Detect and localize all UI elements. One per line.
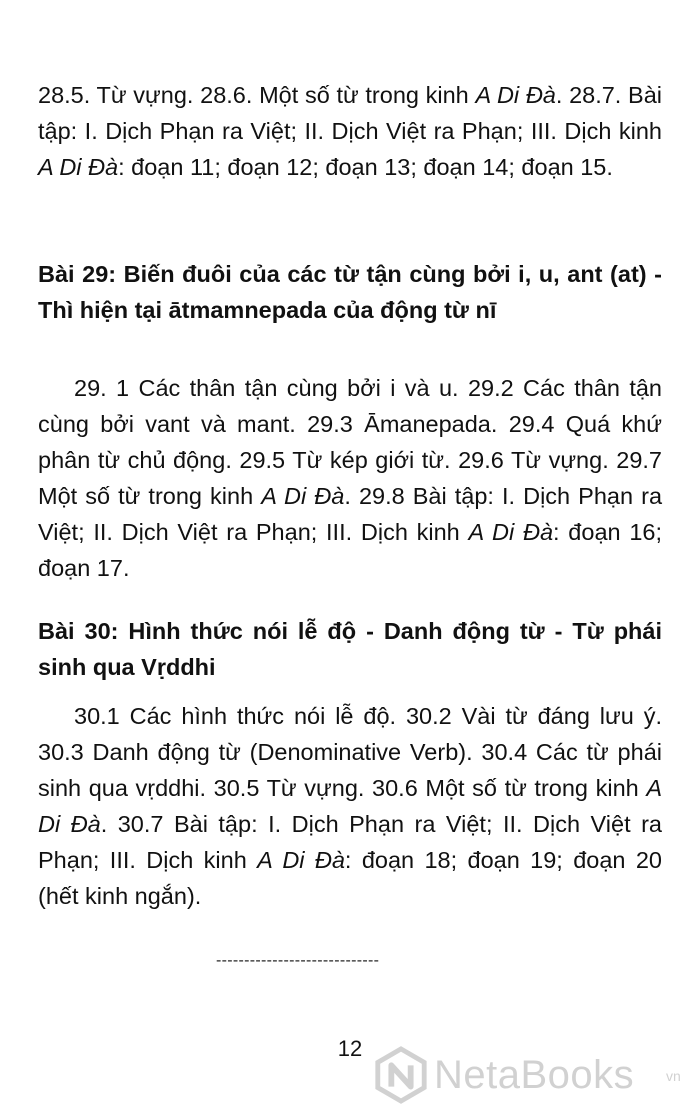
lesson-29-paragraph xyxy=(38,370,662,586)
text-run: : đoạn 16; đoạn 17. xyxy=(38,519,662,581)
section-separator: ----------------------------- xyxy=(216,952,380,969)
watermark-suffix: vn xyxy=(666,1068,681,1084)
lesson-30-paragraph xyxy=(38,698,662,914)
text-run: 28.5. Từ vựng. 28.6. Một số từ trong kinh xyxy=(38,82,476,108)
netabooks-watermark xyxy=(360,1040,690,1110)
text-run: . 29.8 Bài tập: I. Dịch Phạn ra Việt; II. Dịch Việt ra Phạn; III. Dịch kinh xyxy=(38,483,663,545)
italic-title: A Di Đà xyxy=(261,483,345,509)
text-run: 30.1 Các hình thức nói lễ độ. 30.2 Vài từ đáng lưu ý. 30.3 Danh động từ (Denominative Verb). 30.4 Các từ phái sinh qua vṛddhi. 30.5 Từ vựng. 30.6 Một số từ trong kinh xyxy=(38,703,662,801)
italic-title: A Di Đà xyxy=(257,847,345,873)
lesson-30-heading: Bài 30: Hình thức nói lễ độ - Danh động từ - Từ phái sinh qua Vṛddhi xyxy=(38,618,662,680)
text-run: . 28.7. Bài tập: I. Dịch Phạn ra Việt; II. Dịch Việt ra Phạn; III. Dịch kinh xyxy=(38,82,662,144)
text-run: : đoạn 18; đoạn 19; đoạn 20 (hết kinh ngắn). xyxy=(38,847,662,909)
netabooks-logo-icon xyxy=(372,1046,430,1104)
italic-title: A Di Đà xyxy=(468,519,554,545)
section-28-tail-paragraph xyxy=(38,77,662,185)
page-number: 12 xyxy=(337,1036,363,1061)
italic-title: A Di Đà xyxy=(38,154,119,180)
text-run: : đoạn 11; đoạn 12; đoạn 13; đoạn 14; đoạn 15. xyxy=(118,154,613,180)
italic-title: A Di Đà xyxy=(475,82,556,108)
lesson-29-heading: Bài 29: Biến đuôi của các từ tận cùng bởi i, u, ant (at) - Thì hiện tại ātmamnepada của động từ nī xyxy=(38,261,662,323)
text-run: 29. 1 Các thân tận cùng bởi i và u. 29.2 Các thân tận cùng bởi vant và mant. 29.3 Āmanepada. 29.4 Quá khứ phân từ chủ động. 29.5 Từ kép giới từ. 29.6 Từ vựng. 29.7 Một số từ trong kinh xyxy=(38,375,662,509)
text-run: . 30.7 Bài tập: I. Dịch Phạn ra Việt; II. Dịch Việt ra Phạn; III. Dịch kinh xyxy=(38,811,662,873)
italic-title: A Di Đà xyxy=(38,775,662,837)
watermark-text: NetaBooks xyxy=(434,1053,635,1097)
